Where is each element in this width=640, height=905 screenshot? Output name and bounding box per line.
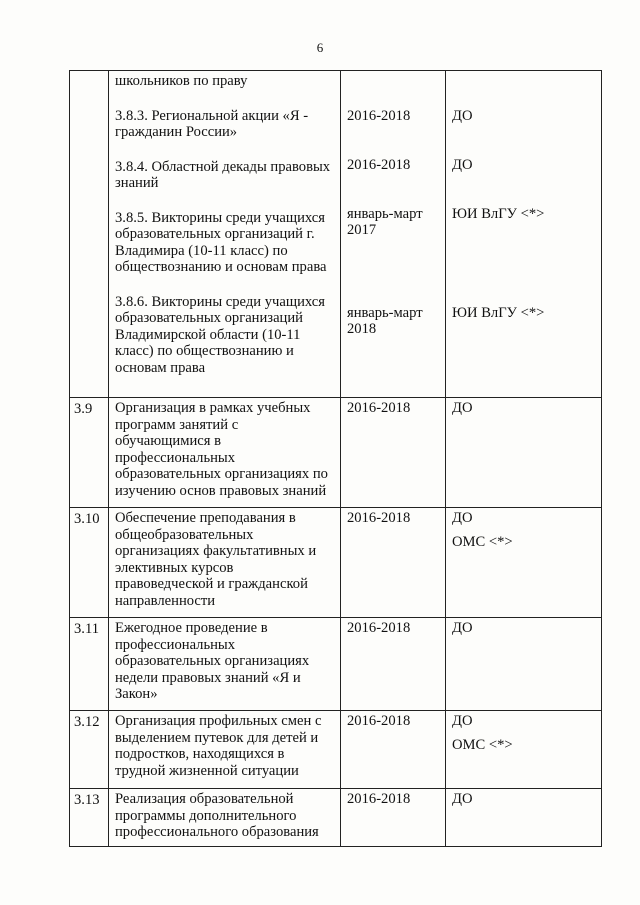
- responsible-text: ДО: [452, 713, 473, 729]
- row-number: 3.9: [70, 398, 109, 508]
- subitem-period: 2016-2018: [347, 156, 411, 173]
- subitem-responsible: ДО: [452, 107, 473, 124]
- subitem-text: 3.8.6. Викторины среди учащихся образовательных организаций Владимирской области (10-11 класс) по обществознанию и основам права: [115, 293, 325, 376]
- subitem-text: 3.8.5. Викторины среди учащихся образовательных организаций г. Владимира (10-11 класс) по обществознанию и основам права: [115, 209, 327, 275]
- table-row: [70, 711, 602, 789]
- row-number: 3.11: [70, 618, 109, 711]
- row-number: 3.10: [70, 508, 109, 618]
- row-number: 3.13: [70, 789, 109, 847]
- measure-cell: [109, 71, 341, 398]
- period-text: 2016-2018: [341, 398, 446, 508]
- measure-text: Организация в рамках учебных программ занятий с обучающимися в профессиональных образовательных организациях по изучению основ правовых знаний: [109, 398, 341, 508]
- period-text: 2016-2018: [341, 618, 446, 711]
- table-row: [70, 508, 602, 618]
- subitem-period: январь-март 2017: [347, 205, 423, 238]
- responsible-cell: [446, 398, 602, 508]
- responsible-cell: [446, 789, 602, 847]
- responsible-cell: [446, 711, 602, 789]
- responsible-cell: [446, 508, 602, 618]
- responsible-cell: [446, 618, 602, 711]
- responsible-text: ДО: [452, 791, 473, 807]
- responsible-text: ДО: [452, 620, 473, 636]
- table-row: [70, 398, 602, 508]
- subitem-period: [347, 73, 439, 90]
- row-number: 3.12: [70, 711, 109, 789]
- period-text: 2016-2018: [341, 508, 446, 618]
- table-row: [70, 789, 602, 847]
- responsible-text: ДО: [452, 400, 473, 416]
- responsible-text: ДО: [452, 510, 473, 526]
- subitem-period: январь-март 2018: [347, 304, 423, 337]
- table-row: [70, 71, 602, 398]
- measure-text: Ежегодное проведение в профессиональных образовательных организациях недели правовых знаний «Я и Закон»: [109, 618, 341, 711]
- measures-table: [69, 70, 602, 847]
- responsible-cell: [446, 71, 602, 398]
- period-text: 2016-2018: [341, 789, 446, 847]
- period-text: 2016-2018: [341, 711, 446, 789]
- page-number: 6: [316, 40, 324, 55]
- subitem-responsible: ЮИ ВлГУ <*>: [452, 205, 545, 222]
- period-cell: [341, 71, 446, 398]
- subitem-responsible: ЮИ ВлГУ <*>: [452, 304, 545, 321]
- subitem-responsible: ДО: [452, 156, 473, 173]
- subitem-text: 3.8.4. Областной декады правовых знаний: [115, 158, 331, 191]
- subitem-text: школьников по праву: [115, 73, 248, 89]
- measure-text: Обеспечение преподавания в общеобразовательных организациях факультативных и элективных курсов правоведческой и гражданской направленности: [109, 508, 341, 618]
- measure-text: Реализация образовательной программы дополнительного профессионального образования: [109, 789, 341, 847]
- subitem-period: 2016-2018: [347, 107, 411, 124]
- table-row: [70, 618, 602, 711]
- measure-text: Организация профильных смен с выделением путевок для детей и подростков, находящихся в трудной жизненной ситуации: [109, 711, 341, 789]
- subitem-text: 3.8.3. Региональной акции «Я - гражданин России»: [115, 107, 309, 140]
- row-number: [70, 71, 109, 398]
- responsible-text: ОМС <*>: [452, 533, 513, 550]
- responsible-text: ОМС <*>: [452, 736, 513, 753]
